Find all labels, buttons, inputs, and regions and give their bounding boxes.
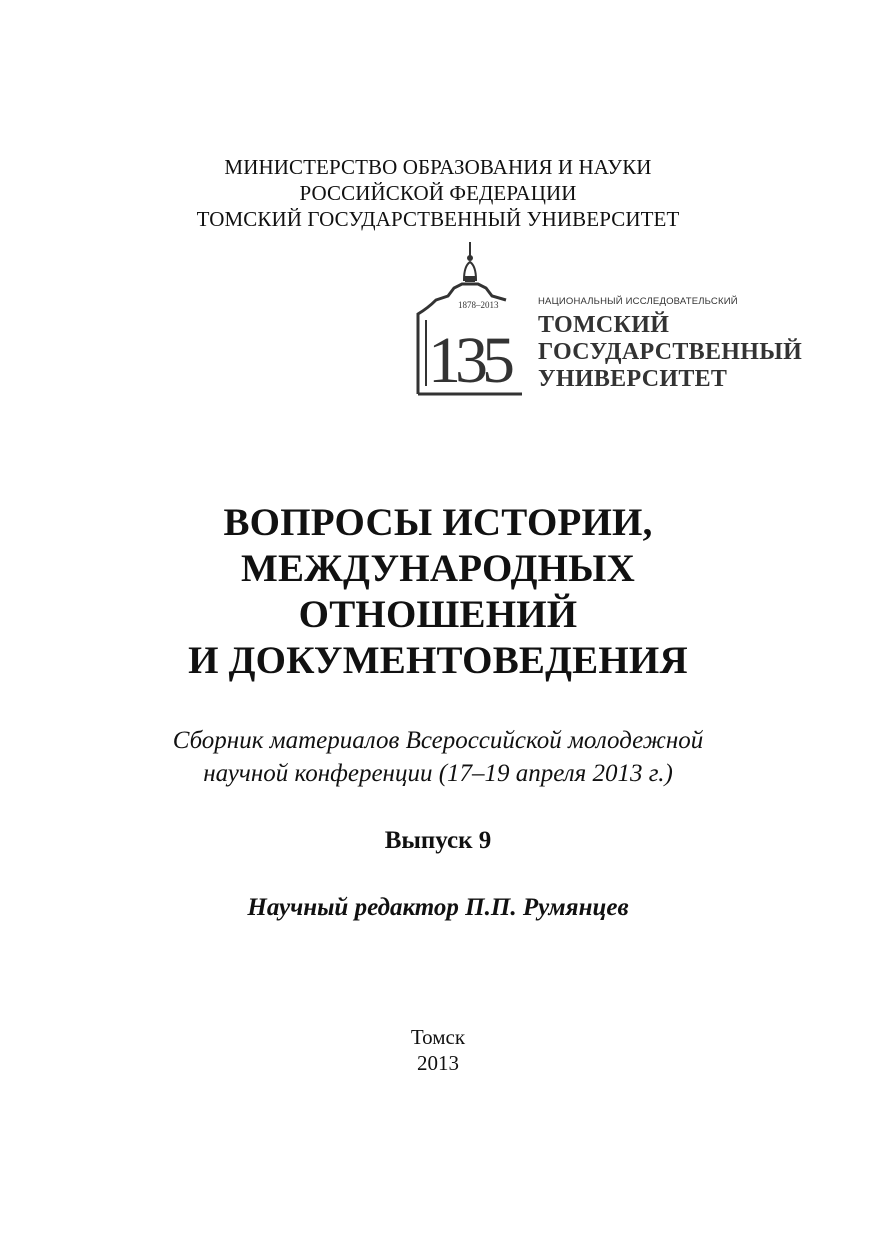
imprint-city: Томск <box>410 1025 466 1049</box>
book-subtitle <box>0 724 876 790</box>
ministry-header <box>0 154 876 232</box>
book-title <box>0 500 876 684</box>
logo-name-line-3: УНИВЕРСИТЕТ <box>538 366 728 392</box>
ministry-line-3: ТОМСКИЙ ГОСУДАРСТВЕННЫЙ УНИВЕРСИТЕТ <box>196 207 680 231</box>
title-line-2: МЕЖДУНАРОДНЫХ <box>240 547 636 590</box>
title-line-3: ОТНОШЕНИЙ <box>298 593 578 636</box>
issue-number: Выпуск 9 <box>384 827 492 854</box>
subtitle-line-1: Сборник материалов Всероссийской молодежной <box>172 727 704 754</box>
logo-name-line-2: ГОСУДАРСТВЕННЫЙ <box>538 339 803 365</box>
ministry-line-2: РОССИЙСКОЙ ФЕДЕРАЦИИ <box>299 181 577 205</box>
imprint-year: 2013 <box>417 1051 459 1075</box>
university-building-emblem-icon <box>414 236 524 398</box>
ministry-line-1: МИНИСТЕРСТВО ОБРАЗОВАНИЯ И НАУКИ <box>224 155 652 179</box>
logo-university-name <box>538 312 802 393</box>
subtitle-line-2: научной конференции (17–19 апреля 2013 г.) <box>203 760 673 787</box>
logo-name-line-1: ТОМСКИЙ <box>538 312 670 338</box>
scientific-editor: Научный редактор П.П. Румянцев <box>247 894 629 921</box>
title-line-4: И ДОКУМЕНТОВЕДЕНИЯ <box>188 639 688 682</box>
logo-caption: НАЦИОНАЛЬНЫЙ ИССЛЕДОВАТЕЛЬСКИЙ <box>538 296 738 307</box>
svg-text:135: 135 <box>428 324 509 397</box>
imprint <box>0 1024 876 1076</box>
svg-text:1878–2013: 1878–2013 <box>458 300 499 310</box>
title-line-1: ВОПРОСЫ ИСТОРИИ, <box>223 501 653 544</box>
